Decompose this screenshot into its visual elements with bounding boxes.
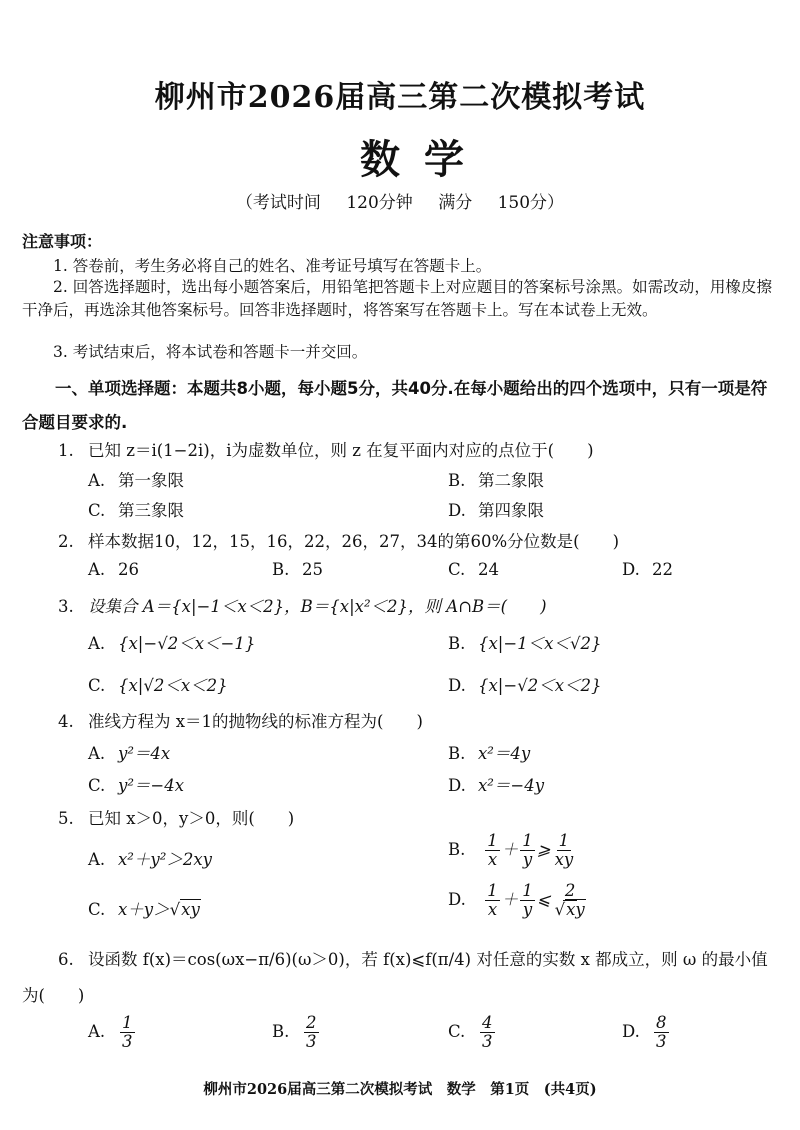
question-number: 2. <box>58 532 74 551</box>
question-number: 6. <box>58 950 74 969</box>
exam-time: 120分钟 <box>346 193 413 213</box>
q1-option-d: D. 第四象限 <box>448 501 544 520</box>
q5-option-b: B. $\frac{1}{x}$ ＋ $\frac{1}{y}$ ⩾ $\frac{1}{xy}$ <box>448 831 574 869</box>
q3-option-c: C. {x|√2＜x＜2} <box>88 676 228 695</box>
question-stem: 样本数据10，12，15，16，22，26，27，34的第60%分位数是( ) <box>88 532 620 551</box>
fraction: $\frac{1}{x}$ <box>487 831 498 869</box>
fraction: $\frac{1}{y}$ <box>522 831 533 869</box>
fraction: $\frac{4}{3}$ <box>482 1013 493 1051</box>
section-heading: 一、单项选择题：本题共8小题，每小题5分，共40分.在每小题给出的四个选项中，只有一项是符合题目要求的. <box>22 379 768 432</box>
q2-option-b: B. 25 <box>272 560 323 579</box>
exam-score: 150分） <box>497 193 565 213</box>
q1-option-b: B. 第二象限 <box>448 471 544 490</box>
question-stem: 设函数 f(x)＝cos(ωx−π/6)(ω＞0)，若 f(x)⩽f(π/4) 对任意的实数 x 都成立，则 ω 的最小值 <box>88 950 768 969</box>
q4-option-b: B. x²＝4y <box>448 744 531 763</box>
q3-option-d: D. {x|−√2＜x＜2} <box>448 676 602 695</box>
question-number: 1. <box>58 441 74 460</box>
question-1 <box>58 437 594 461</box>
fraction: $\frac{1}{xy}$ <box>554 831 574 869</box>
q4-option-c: C. y²＝−4x <box>88 776 185 795</box>
question-stem: 已知 z＝i(1−2i)，i为虚数单位，则 z 在复平面内对应的点位于( ) <box>88 441 594 460</box>
q2-option-d: D. 22 <box>622 560 673 579</box>
question-number: 3. <box>58 597 74 616</box>
sqrt-symbol: √ <box>169 900 181 919</box>
exam-info <box>0 188 800 213</box>
question-stem: 已知 x＞0，y＞0，则( ) <box>88 809 295 828</box>
exam-title: 柳州市2026届高三第二次模拟考试 <box>154 80 646 115</box>
q2-option-c: C. 24 <box>448 560 499 579</box>
question-stem: 准线方程为 x＝1的抛物线的标准方程为( ) <box>88 712 423 731</box>
q5-option-d: D. $\frac{1}{x}$ ＋ $\frac{1}{y}$ ⩽ $\frac{2}{√xy}$ <box>448 882 590 919</box>
question-4 <box>58 708 423 732</box>
q1-option-c: C. 第三象限 <box>88 501 184 520</box>
fraction: $\frac{1}{x}$ <box>487 881 498 919</box>
q2-option-a: A. 26 <box>88 560 139 579</box>
q6-option-d: D. $\frac{8}{3}$ <box>622 1013 667 1051</box>
question-number: 5. <box>58 809 74 828</box>
fraction: $\frac{2}{3}$ <box>306 1013 317 1051</box>
exam-full-label: 满分 <box>438 193 473 213</box>
question-number: 4. <box>58 712 74 731</box>
subject-title: 数学 <box>360 136 488 183</box>
question-6 <box>58 946 773 970</box>
q6-option-a: A. $\frac{1}{3}$ <box>88 1013 133 1051</box>
note-item: 3. 考试结束后，将本试卷和答题卡一并交回。 <box>53 343 368 361</box>
note-item: 2. 回答选择题时，选出每小题答案后，用铅笔把答题卡上对应题目的答案标号涂黑。如需改动，用橡皮擦干净后，再选涂其他答案标号。回答非选择题时，将答案写在答题卡上。写在本试卷上无效。 <box>22 278 772 319</box>
q3-option-a: A. {x|−√2＜x＜−1} <box>88 634 256 653</box>
q1-option-a: A. 第一象限 <box>88 471 184 490</box>
q5-option-c: C. x＋y＞√xy <box>88 900 200 919</box>
q3-option-b: B. {x|−1＜x＜√2} <box>448 634 602 653</box>
fraction: $\frac{2}{√xy}$ <box>554 881 585 919</box>
q6-option-c: C. $\frac{4}{3}$ <box>448 1013 493 1051</box>
note-item: 1. 答卷前，考生务必将自己的姓名、准考证号填写在答题卡上。 <box>53 257 492 275</box>
fraction: $\frac{1}{3}$ <box>122 1013 133 1051</box>
fraction: $\frac{1}{y}$ <box>522 881 533 919</box>
q4-option-d: D. x²＝−4y <box>448 776 545 795</box>
question-stem: 设集合 A＝{x|−1＜x＜2}，B＝{x|x²＜2}，则 A∩B＝( ) <box>88 597 547 616</box>
fraction: $\frac{8}{3}$ <box>656 1013 667 1051</box>
question-3 <box>58 593 547 617</box>
question-5 <box>58 805 294 829</box>
question-2 <box>58 528 619 552</box>
page-footer: 柳州市2026届高三第二次模拟考试 数学 第1页 (共4页) <box>203 1081 597 1098</box>
exam-info-open: （考试时间 <box>235 193 321 213</box>
q4-option-a: A. y²＝4x <box>88 744 171 763</box>
q5-option-a: A. x²＋y²＞2xy <box>88 850 212 869</box>
notes-heading: 注意事项： <box>22 232 103 251</box>
question-6-continued: 为( ) <box>22 986 85 1005</box>
q6-option-b: B. $\frac{2}{3}$ <box>272 1013 317 1051</box>
